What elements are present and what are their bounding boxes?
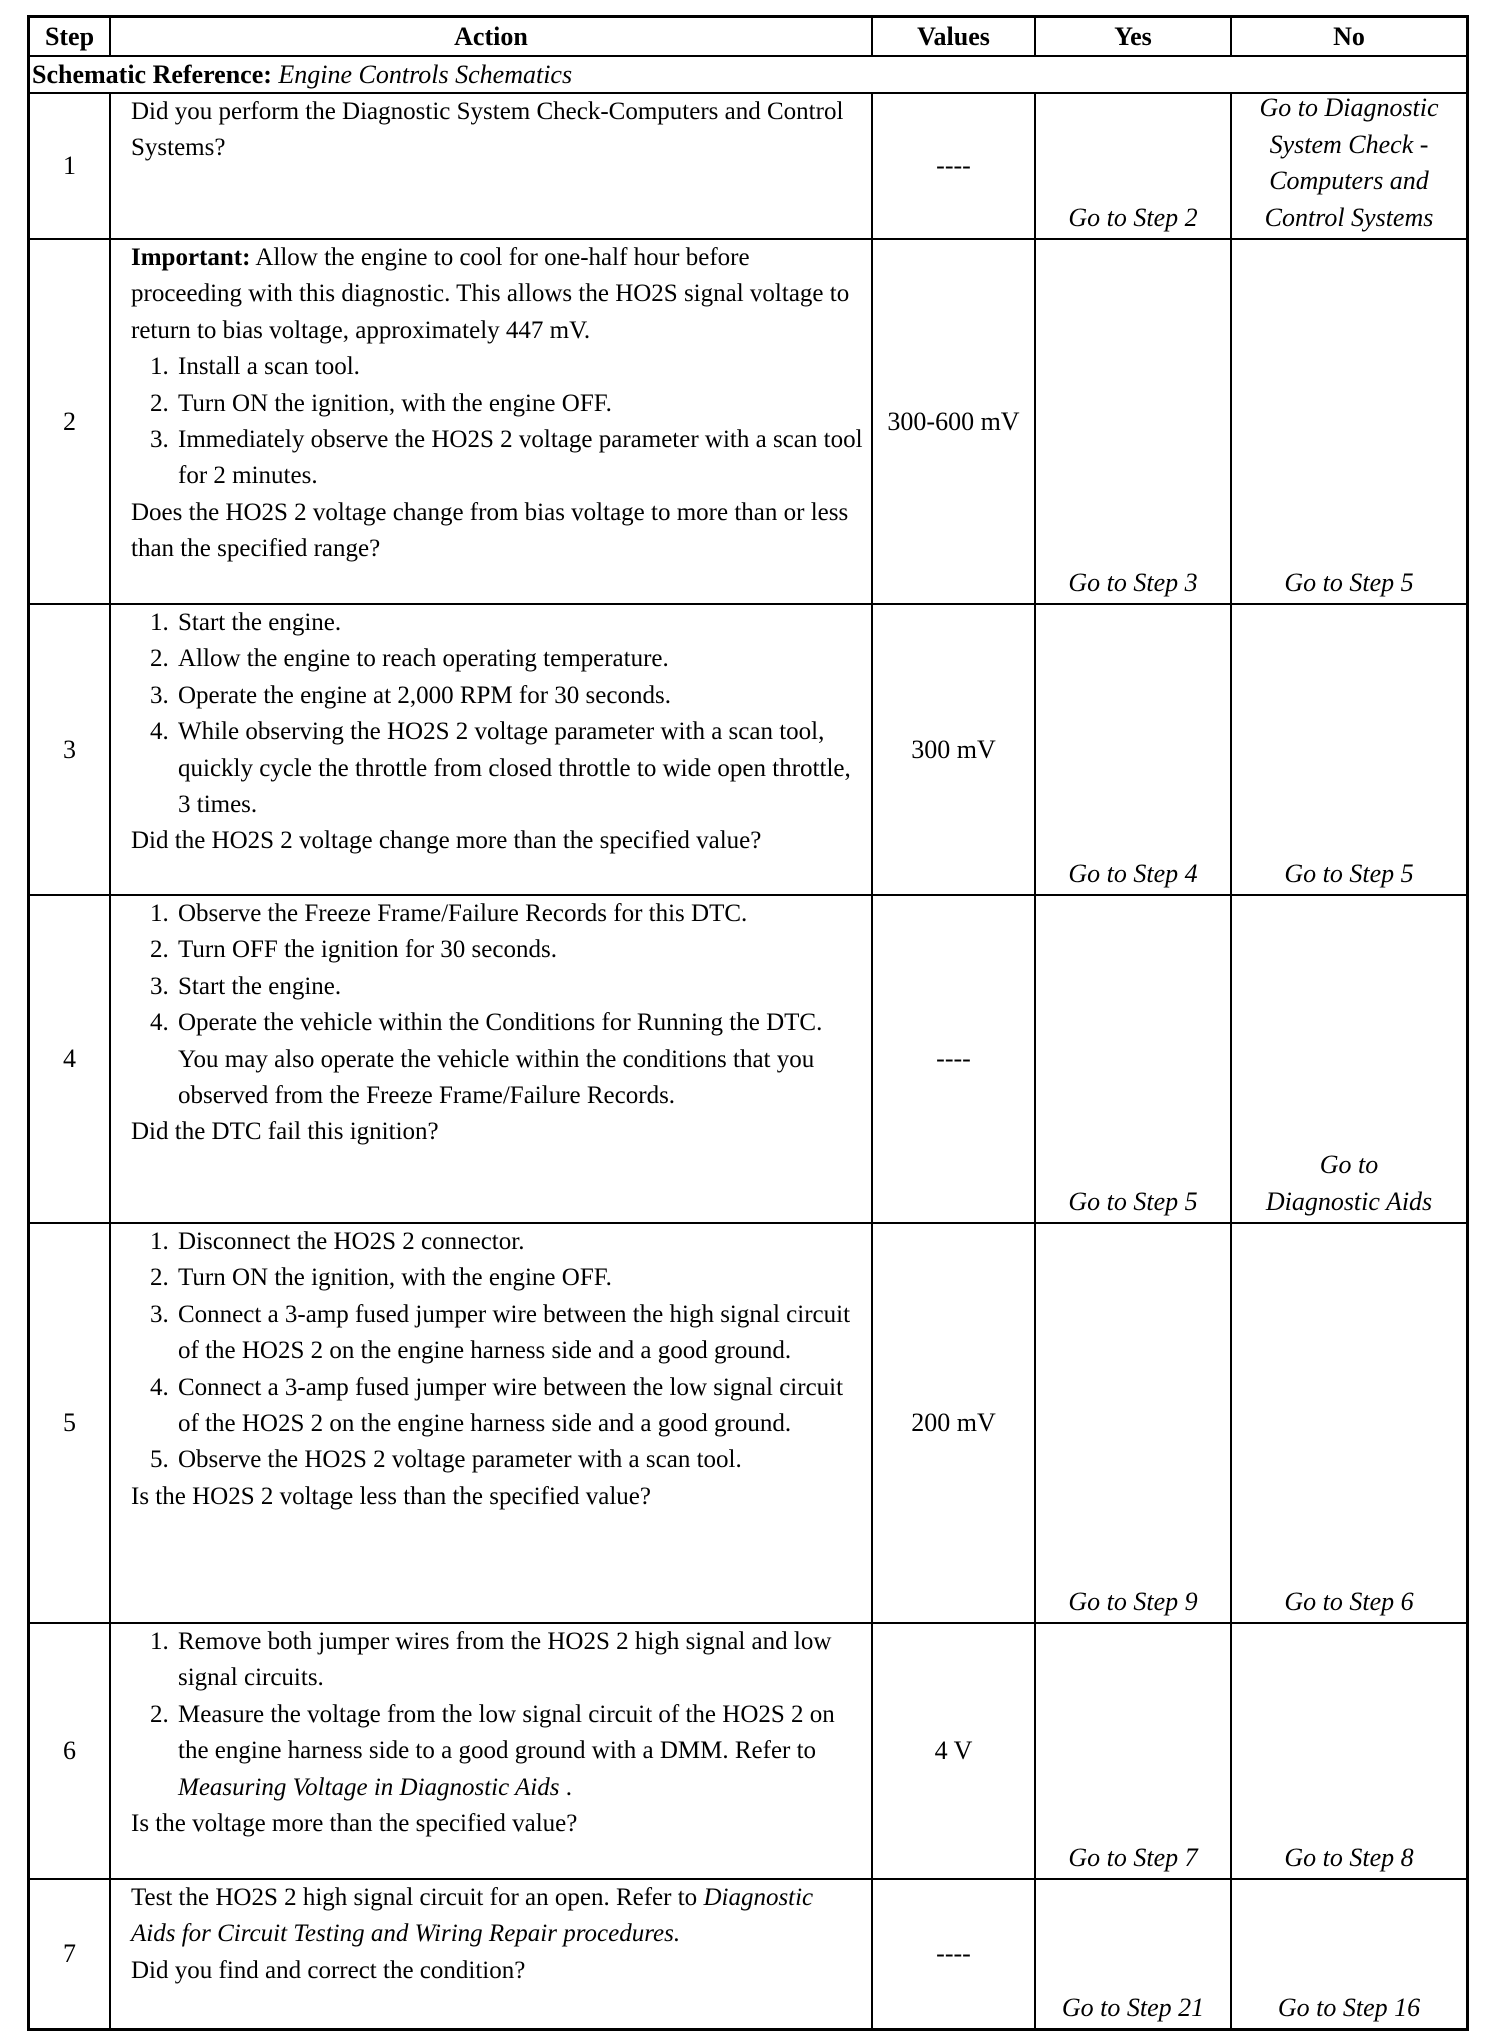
list-item: 1. Remove both jumper wires from the HO2S 2 high signal and low signal circuits. [175, 1624, 863, 1697]
list-item: 4. Operate the vehicle within the Conditions for Running the DTC. You may also operate the vehicle within the conditions that you observed from the Freeze Frame/Failure Records. [175, 1005, 863, 1114]
list-item: 3. Immediately observe the HO2S 2 voltage parameter with a scan tool for 2 minutes. [175, 422, 863, 495]
important-label: Important: [131, 244, 251, 271]
list-item: 2. Turn OFF the ignition for 30 seconds. [175, 932, 863, 968]
no-link[interactable]: Go to Step 16 [1277, 1992, 1421, 2022]
diagnostic-aids-link[interactable]: Diagnostic Aids for Circuit Testing and Wiring Repair procedures. [131, 1884, 814, 1948]
action-cell [111, 94, 873, 238]
value-cell: ---- [873, 94, 1036, 238]
list-item: 1. Disconnect the HO2S 2 connector. [175, 1224, 863, 1260]
no-link[interactable]: Go to Step 5 [1284, 858, 1414, 888]
step-number: 2 [30, 240, 111, 603]
diagnostic-table [27, 15, 1469, 2031]
list-item: 3. Start the engine. [175, 969, 863, 1005]
list-item: 1. Observe the Freeze Frame/Failure Records for this DTC. [175, 896, 863, 932]
action-intro: Test the HO2S 2 high signal circuit for an open. Refer to [131, 1884, 698, 1911]
question-text: Did the DTC fail this ignition? [131, 1118, 439, 1146]
value-cell: ---- [873, 1880, 1036, 2028]
table-header-row [30, 18, 1466, 57]
no-link[interactable]: Go to Step 8 [1284, 1842, 1414, 1872]
instruction-list [131, 1224, 863, 1479]
list-item: 3. Operate the engine at 2,000 RPM for 30 seconds. [175, 678, 863, 714]
list-item: 1. Install a scan tool. [175, 349, 863, 385]
header-no: No [1333, 21, 1365, 51]
value-cell: 300-600 mV [873, 240, 1036, 603]
yes-link[interactable]: Go to Step 3 [1036, 240, 1232, 603]
list-item-text: Measure the voltage from the low signal circuit of the HO2S 2 on the engine harness side to a good ground with a DMM. Refer to [178, 1700, 835, 1765]
list-item: 4. While observing the HO2S 2 voltage parameter with a scan tool, quickly cycle the throttle from closed throttle to wide open throttle, 3 times. [175, 714, 863, 823]
header-step: Step [30, 18, 111, 55]
yes-link[interactable]: Go to Step 9 [1036, 1224, 1232, 1622]
question-text: Does the HO2S 2 voltage change from bias voltage to more than or less than the specified range? [131, 498, 849, 563]
header-values: Values [873, 18, 1036, 55]
important-note [131, 240, 863, 349]
action-cell [111, 1880, 873, 2028]
instruction-list [131, 605, 863, 823]
yes-link[interactable]: Go to Step 2 [1036, 94, 1232, 238]
yes-link[interactable]: Go to Step 5 [1036, 896, 1232, 1222]
step-number: 7 [30, 1880, 111, 2028]
list-item: 2. Turn ON the ignition, with the engine OFF. [175, 386, 863, 422]
action-cell [111, 896, 873, 1222]
table-row [30, 1880, 1466, 2028]
action-cell [111, 1224, 873, 1622]
yes-link[interactable]: Go to Step 7 [1036, 1624, 1232, 1878]
list-item [175, 1697, 863, 1806]
action-text: Did you perform the Diagnostic System Check-Computers and Control Systems? [131, 98, 844, 162]
question-text: Did the HO2S 2 voltage change more than the specified value? [131, 827, 762, 855]
important-text: Allow the engine to cool for one-half hour before proceeding with this diagnostic. This allows the HO2S signal voltage to return to bias voltage, approximately 447 mV. [131, 244, 850, 344]
step-number: 4 [30, 896, 111, 1222]
table-row [30, 896, 1466, 1224]
question-text: Did you find and correct the condition? [131, 1956, 526, 1984]
yes-link[interactable]: Go to Step 4 [1036, 605, 1232, 894]
action-cell [111, 240, 873, 603]
yes-link[interactable]: Go to Step 21 [1036, 1880, 1232, 2028]
list-item: 3. Connect a 3-amp fused jumper wire between the high signal circuit of the HO2S 2 on the engine harness side and a good ground. [175, 1297, 863, 1370]
instruction-list [131, 896, 863, 1114]
schematic-reference-row [30, 57, 1466, 94]
step-number: 3 [30, 605, 111, 894]
action-text [131, 1880, 863, 1953]
action-cell [111, 605, 873, 894]
value-cell: 200 mV [873, 1224, 1036, 1622]
list-item: 5. Observe the HO2S 2 voltage parameter with a scan tool. [175, 1442, 863, 1478]
header-action: Action [111, 18, 873, 55]
step-number: 6 [30, 1624, 111, 1878]
value-cell: 300 mV [873, 605, 1036, 894]
value-cell: ---- [873, 896, 1036, 1222]
measuring-voltage-link[interactable]: Measuring Voltage in Diagnostic Aids [178, 1773, 560, 1801]
table-row [30, 605, 1466, 896]
action-cell [111, 1624, 873, 1878]
table-row [30, 240, 1466, 605]
no-link[interactable]: Go to Diagnostic System Check - Computers and Control Systems [1259, 93, 1439, 232]
no-link[interactable]: Go to Diagnostic Aids [1265, 1150, 1433, 1216]
no-link[interactable]: Go to Step 6 [1284, 1586, 1414, 1616]
no-link[interactable]: Go to Step 5 [1284, 567, 1414, 597]
header-yes: Yes [1036, 18, 1232, 55]
list-item: 2. Turn ON the ignition, with the engine OFF. [175, 1260, 863, 1296]
question-text: Is the HO2S 2 voltage less than the specified value? [131, 1482, 651, 1510]
list-item: 1. Start the engine. [175, 605, 863, 641]
table-row [30, 1224, 1466, 1624]
list-item-end: . [559, 1773, 572, 1801]
instruction-list [131, 349, 863, 495]
table-row [30, 94, 1466, 240]
question-text: Is the voltage more than the specified value? [131, 1810, 578, 1838]
table-row [30, 1624, 1466, 1880]
schematic-label: Schematic Reference: [32, 60, 272, 89]
schematic-link[interactable]: Engine Controls Schematics [278, 60, 573, 89]
list-item: 4. Connect a 3-amp fused jumper wire between the low signal circuit of the HO2S 2 on the engine harness side and a good ground. [175, 1370, 863, 1443]
step-number: 5 [30, 1224, 111, 1622]
value-cell: 4 V [873, 1624, 1036, 1878]
step-number: 1 [30, 94, 111, 238]
list-item: 2. Allow the engine to reach operating temperature. [175, 641, 863, 677]
instruction-list [131, 1624, 863, 1806]
